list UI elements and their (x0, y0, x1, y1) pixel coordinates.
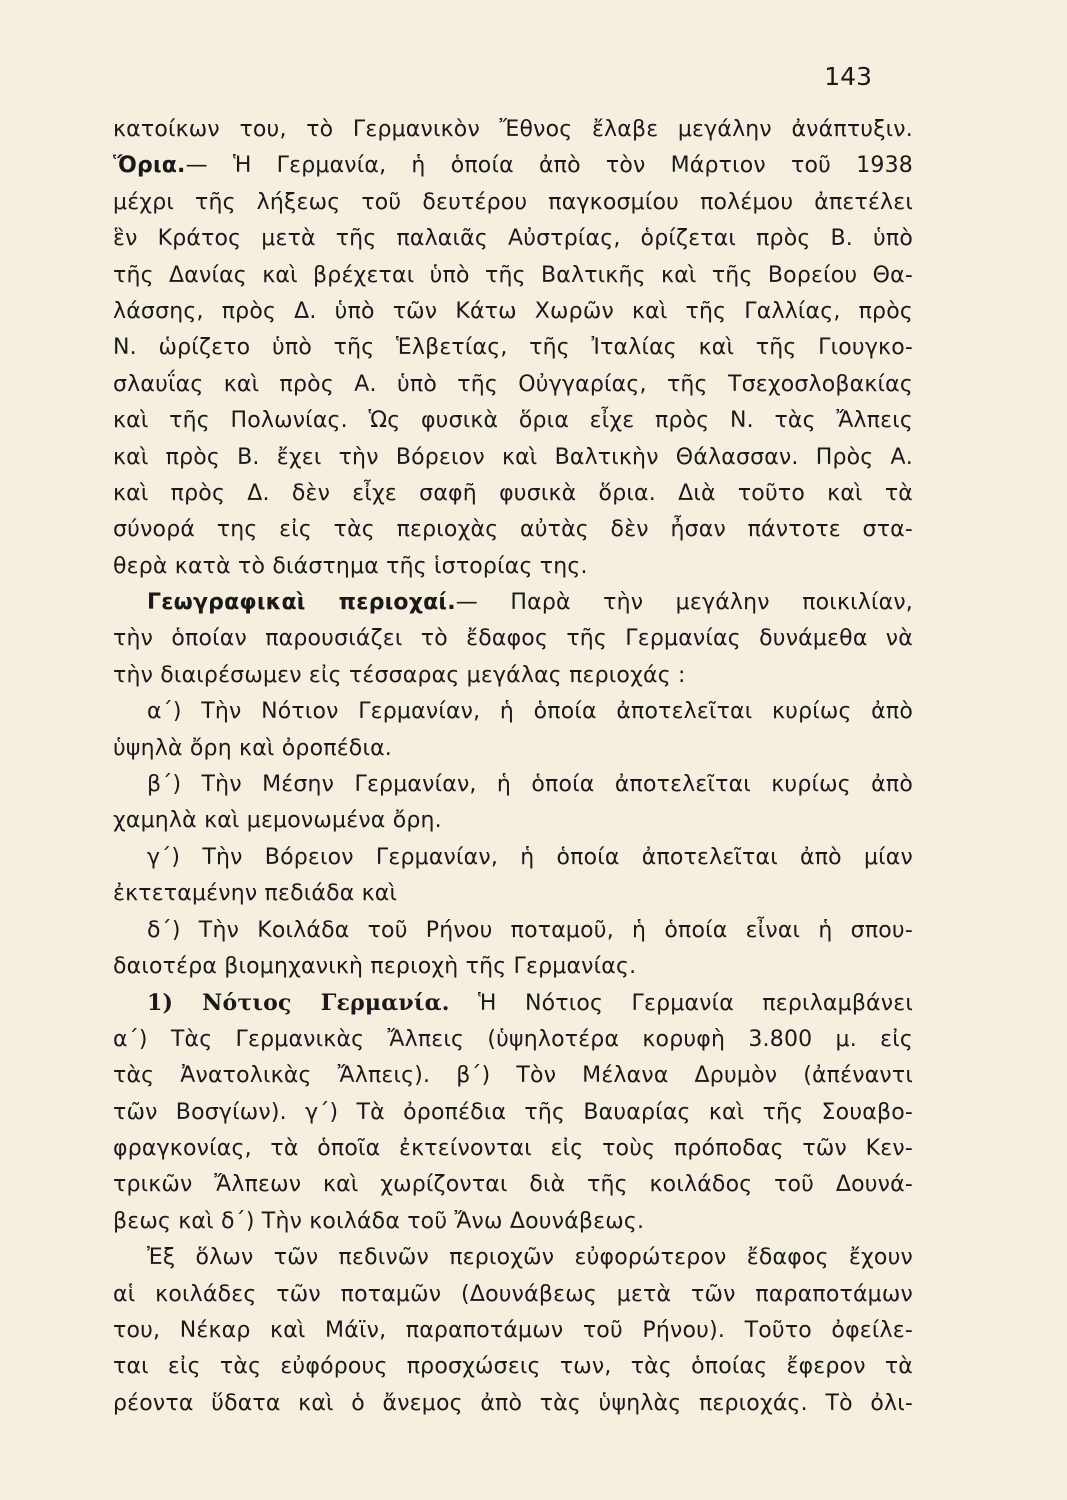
text-line (113, 731, 913, 767)
text-line (113, 367, 913, 403)
text-line (113, 985, 913, 1021)
line-text: Ἡ Νότιος Γερμανία περιλαμβάνει (449, 991, 913, 1017)
text-line (113, 1349, 913, 1385)
line-text: ἐκτεταμένην πεδιάδα καὶ (113, 881, 398, 907)
text-line (113, 1095, 913, 1131)
line-text: μέχρι τῆς λήξεως τοῦ δευτέρου παγκοσμίου πολέμου ἀπετέλει (113, 189, 913, 215)
line-text: γ΄) Τὴν Βόρειον Γερμανίαν, ἡ ὁποία ἀποτελεῖται ἀπὸ μίαν (147, 844, 913, 870)
text-line (113, 840, 913, 876)
text-line (113, 1240, 913, 1276)
line-text: βεως καὶ δ΄) Τὴν κοιλάδα τοῦ Ἄνω Δουνάβεως. (113, 1208, 645, 1234)
line-text: ρέοντα ὕδατα καὶ ὁ ἄνεμος ἀπὸ τὰς ὑψηλὰς περιοχάς. Τὸ ὀλι- (113, 1390, 913, 1416)
line-text: καὶ τῆς Πολωνίας. Ὡς φυσικὰ ὅρια εἶχε πρὸς Ν. τὰς Ἄλπεις (113, 408, 913, 434)
text-line (113, 549, 913, 585)
text-line (113, 403, 913, 439)
text-line (113, 1058, 913, 1094)
text-line (113, 913, 913, 949)
line-text: τὴν διαιρέσωμεν εἰς τέσσαρας μεγάλας περιοχάς : (113, 662, 686, 688)
line-text: τὴν ὁποίαν παρουσιάζει τὸ ἔδαφος τῆς Γερμανίας δυνάμεθα νὰ (113, 626, 913, 652)
line-text: τῆς Δανίας καὶ βρέχεται ὑπὸ τῆς Βαλτικῆς καὶ τῆς Βορείου Θα- (113, 262, 913, 288)
text-line (113, 621, 913, 657)
text-line (113, 185, 913, 221)
subsection-heading: 1) Νότιος Γερμανία. (147, 990, 450, 1017)
line-text: Ἐξ ὅλων τῶν πεδινῶν περιοχῶν εὐφορώτερον ἔδαφος ἔχουν (147, 1245, 913, 1271)
line-text: ἓν Κράτος μετὰ τῆς παλαιᾶς Αὐστρίας, ὁρίζεται πρὸς Β. ὑπὸ (113, 226, 913, 252)
text-line (113, 876, 913, 912)
text-line (113, 294, 913, 330)
line-text: β΄) Τὴν Μέσην Γερμανίαν, ἡ ὁποία ἀποτελεῖται κυρίως ἀπὸ (147, 772, 913, 798)
line-text: ὑψηλὰ ὄρη καὶ ὀροπέδια. (113, 735, 392, 761)
line-text: καὶ πρὸς Δ. δὲν εἶχε σαφῆ φυσικὰ ὅρια. Διὰ τοῦτο καὶ τὰ (113, 480, 913, 506)
text-line (113, 1313, 913, 1349)
text-line (113, 803, 913, 839)
line-text: δ΄) Τὴν Κοιλάδα τοῦ Ρήνου ποταμοῦ, ἡ ὁποία εἶναι ἡ σπου- (147, 917, 913, 943)
text-line (113, 221, 913, 257)
line-text: του, Νέκαρ καὶ Μάϊν, παραποτάμων τοῦ Ρήνου). Τοῦτο ὀφείλε- (113, 1317, 913, 1343)
line-text: Ν. ὡρίζετο ὑπὸ τῆς Ἑλβετίας, τῆς Ἰταλίας καὶ τῆς Γιουγκο- (113, 335, 913, 361)
text-line (113, 1022, 913, 1058)
line-text: λάσσης, πρὸς Δ. ὑπὸ τῶν Κάτω Χωρῶν καὶ τῆς Γαλλίας, πρὸς (113, 298, 913, 324)
page-text-body (113, 112, 913, 1422)
line-text: δαιοτέρα βιομηχανικὴ περιοχὴ τῆς Γερμανίας. (113, 953, 637, 979)
line-text: τὰς Ἀνατολικὰς Ἄλπεις). β΄) Τὸν Μέλανα Δρυμὸν (ἀπέναντι (113, 1063, 913, 1089)
line-text: αἱ κοιλάδες τῶν ποταμῶν (Δουνάβεως μετὰ τῶν παραποτάμων (113, 1281, 913, 1307)
line-text: ται εἰς τὰς εὐφόρους προσχώσεις των, τὰς ὁποίας ἔφερον τὰ (113, 1354, 913, 1380)
line-text: α΄) Τὰς Γερμανικὰς Ἄλπεις (ὑψηλοτέρα κορυφὴ 3.800 μ. εἰς (113, 1026, 913, 1052)
text-line (113, 258, 913, 294)
text-line (113, 767, 913, 803)
page-number: 143 (824, 62, 872, 91)
text-line (113, 1131, 913, 1167)
line-text: καὶ πρὸς Β. ἔχει τὴν Βόρειον καὶ Βαλτικὴν Θάλασσαν. Πρὸς Α. (113, 444, 913, 470)
text-line (113, 585, 913, 621)
line-text: — Παρὰ τὴν μεγάλην ποικιλίαν, (455, 590, 913, 616)
section-heading: Γεωγραφικαὶ περιοχαί. (147, 590, 456, 616)
line-text: α΄) Τὴν Νότιον Γερμανίαν, ἡ ὁποία ἀποτελεῖται κυρίως ἀπὸ (147, 699, 913, 725)
line-text: σλαυΐας καὶ πρὸς Α. ὑπὸ τῆς Οὐγγαρίας, τῆς Τσεχοσλοβακίας (113, 371, 913, 397)
line-text: φραγκονίας, τὰ ὁποῖα ἐκτείνονται εἰς τοὺς πρόποδας τῶν Κεν- (113, 1135, 913, 1161)
text-line (113, 148, 913, 184)
text-line (113, 330, 913, 366)
line-text: χαμηλὰ καὶ μεμονωμένα ὄρη. (113, 808, 442, 834)
text-line (113, 512, 913, 548)
line-text: σύνορά της εἰς τὰς περιοχὰς αὐτὰς δὲν ἦσαν πάντοτε στα- (113, 517, 913, 543)
text-line (113, 1277, 913, 1313)
line-text: τρικῶν Ἄλπεων καὶ χωρίζονται διὰ τῆς κοιλάδος τοῦ Δουνά- (113, 1172, 913, 1198)
text-line (113, 1386, 913, 1422)
line-text: τῶν Βοσγίων). γ΄) Τὰ ὀροπέδια τῆς Βαυαρίας καὶ τῆς Σουαβο- (113, 1099, 913, 1125)
text-line (113, 476, 913, 512)
text-line (113, 1204, 913, 1240)
line-text: — Ἡ Γερμανία, ἡ ὁποία ἀπὸ τὸν Μάρτιον τοῦ 1938 (185, 153, 913, 179)
text-line (113, 658, 913, 694)
line-text: θερὰ κατὰ τὸ διάστημα τῆς ἱστορίας της. (113, 553, 588, 579)
text-line (113, 1167, 913, 1203)
text-line (113, 112, 913, 148)
text-line (113, 694, 913, 730)
text-line (113, 949, 913, 985)
text-line (113, 440, 913, 476)
line-text: κατοίκων του, τὸ Γερμανικὸν Ἔθνος ἔλαβε μεγάλην ἀνάπτυξιν. (113, 117, 913, 142)
section-heading: Ὅρια. (113, 153, 186, 179)
